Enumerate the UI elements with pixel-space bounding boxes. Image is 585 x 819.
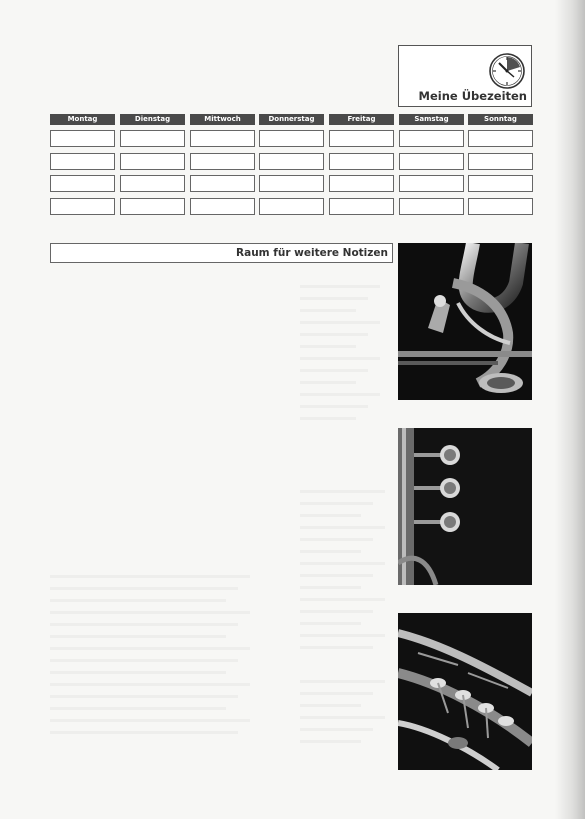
ghost-line bbox=[50, 659, 238, 662]
schedule-cell[interactable] bbox=[259, 175, 324, 192]
schedule-cell[interactable] bbox=[120, 153, 185, 170]
schedule-cell[interactable] bbox=[468, 175, 533, 192]
clock-icon bbox=[487, 51, 527, 91]
schedule-cell[interactable] bbox=[329, 130, 394, 147]
ghost-line bbox=[300, 405, 368, 408]
ghost-line bbox=[50, 623, 238, 626]
ghost-line bbox=[300, 538, 373, 541]
practice-times-title: Meine Übezeiten bbox=[418, 89, 527, 103]
schedule-cell[interactable] bbox=[50, 130, 115, 147]
ghost-line bbox=[300, 646, 373, 649]
schedule-cell[interactable] bbox=[329, 198, 394, 215]
schedule-cell[interactable] bbox=[399, 175, 464, 192]
ghost-line bbox=[300, 740, 361, 743]
ghost-line bbox=[300, 345, 356, 348]
ghost-line bbox=[300, 574, 373, 577]
day-header-freitag: Freitag bbox=[329, 114, 394, 125]
schedule-cell[interactable] bbox=[329, 175, 394, 192]
ghost-line bbox=[50, 635, 226, 638]
schedule-cell[interactable] bbox=[468, 198, 533, 215]
ghost-line bbox=[300, 716, 385, 719]
ghost-line bbox=[300, 381, 356, 384]
ghost-line bbox=[300, 550, 361, 553]
schedule-cell[interactable] bbox=[190, 153, 255, 170]
ghost-line bbox=[300, 357, 380, 360]
ghost-line bbox=[300, 728, 373, 731]
ghost-line bbox=[300, 490, 385, 493]
schedule-cell[interactable] bbox=[190, 198, 255, 215]
ghost-line bbox=[300, 309, 356, 312]
schedule-cell[interactable] bbox=[329, 153, 394, 170]
day-header-sonntag: Sonntag bbox=[468, 114, 533, 125]
instrument-tubing-photo bbox=[398, 243, 532, 400]
ghost-line bbox=[300, 297, 368, 300]
ghost-line bbox=[50, 587, 238, 590]
day-header-donnerstag: Donnerstag bbox=[259, 114, 324, 125]
day-header-samstag: Samstag bbox=[399, 114, 464, 125]
schedule-cell[interactable] bbox=[259, 153, 324, 170]
ghost-line bbox=[300, 622, 361, 625]
schedule-cell[interactable] bbox=[399, 198, 464, 215]
ghost-line bbox=[300, 610, 373, 613]
ghost-line bbox=[50, 647, 250, 650]
instrument-valves-photo bbox=[398, 428, 532, 585]
ghost-line bbox=[50, 611, 250, 614]
page-edge-shadow bbox=[555, 0, 585, 819]
notes-header-box bbox=[50, 243, 393, 263]
ghost-line bbox=[300, 333, 368, 336]
ghost-line bbox=[50, 575, 250, 578]
ghost-line bbox=[50, 683, 250, 686]
schedule-cell[interactable] bbox=[259, 198, 324, 215]
schedule-cell[interactable] bbox=[50, 175, 115, 192]
ghost-line bbox=[50, 671, 226, 674]
schedule-cell[interactable] bbox=[399, 153, 464, 170]
day-header-montag: Montag bbox=[50, 114, 115, 125]
ghost-line bbox=[300, 704, 361, 707]
ghost-line bbox=[300, 692, 373, 695]
notes-title: Raum für weitere Notizen bbox=[236, 247, 388, 259]
day-header-dienstag: Dienstag bbox=[120, 114, 185, 125]
ghost-line bbox=[300, 502, 373, 505]
schedule-cell[interactable] bbox=[120, 175, 185, 192]
ghost-line bbox=[300, 634, 385, 637]
schedule-cell[interactable] bbox=[120, 198, 185, 215]
ghost-line bbox=[50, 707, 226, 710]
schedule-cell[interactable] bbox=[50, 198, 115, 215]
ghost-line bbox=[300, 598, 385, 601]
ghost-line bbox=[300, 514, 361, 517]
ghost-line bbox=[300, 285, 380, 288]
practice-times-title-box bbox=[398, 45, 532, 107]
schedule-cell[interactable] bbox=[120, 130, 185, 147]
schedule-cell[interactable] bbox=[468, 153, 533, 170]
ghost-line bbox=[300, 393, 380, 396]
day-header-mittwoch: Mittwoch bbox=[190, 114, 255, 125]
ghost-line bbox=[300, 321, 380, 324]
ghost-line bbox=[300, 586, 361, 589]
ghost-line bbox=[300, 680, 385, 683]
schedule-cell[interactable] bbox=[399, 130, 464, 147]
ghost-line bbox=[50, 719, 250, 722]
ghost-line bbox=[50, 599, 226, 602]
ghost-line bbox=[300, 417, 356, 420]
ghost-line bbox=[50, 731, 238, 734]
schedule-cell[interactable] bbox=[468, 130, 533, 147]
schedule-cell[interactable] bbox=[259, 130, 324, 147]
schedule-cell[interactable] bbox=[190, 130, 255, 147]
ghost-line bbox=[300, 562, 385, 565]
ghost-line bbox=[300, 369, 368, 372]
ghost-line bbox=[50, 695, 238, 698]
schedule-cell[interactable] bbox=[190, 175, 255, 192]
schedule-cell[interactable] bbox=[50, 153, 115, 170]
ghost-line bbox=[300, 526, 385, 529]
instrument-keys-photo bbox=[398, 613, 532, 770]
